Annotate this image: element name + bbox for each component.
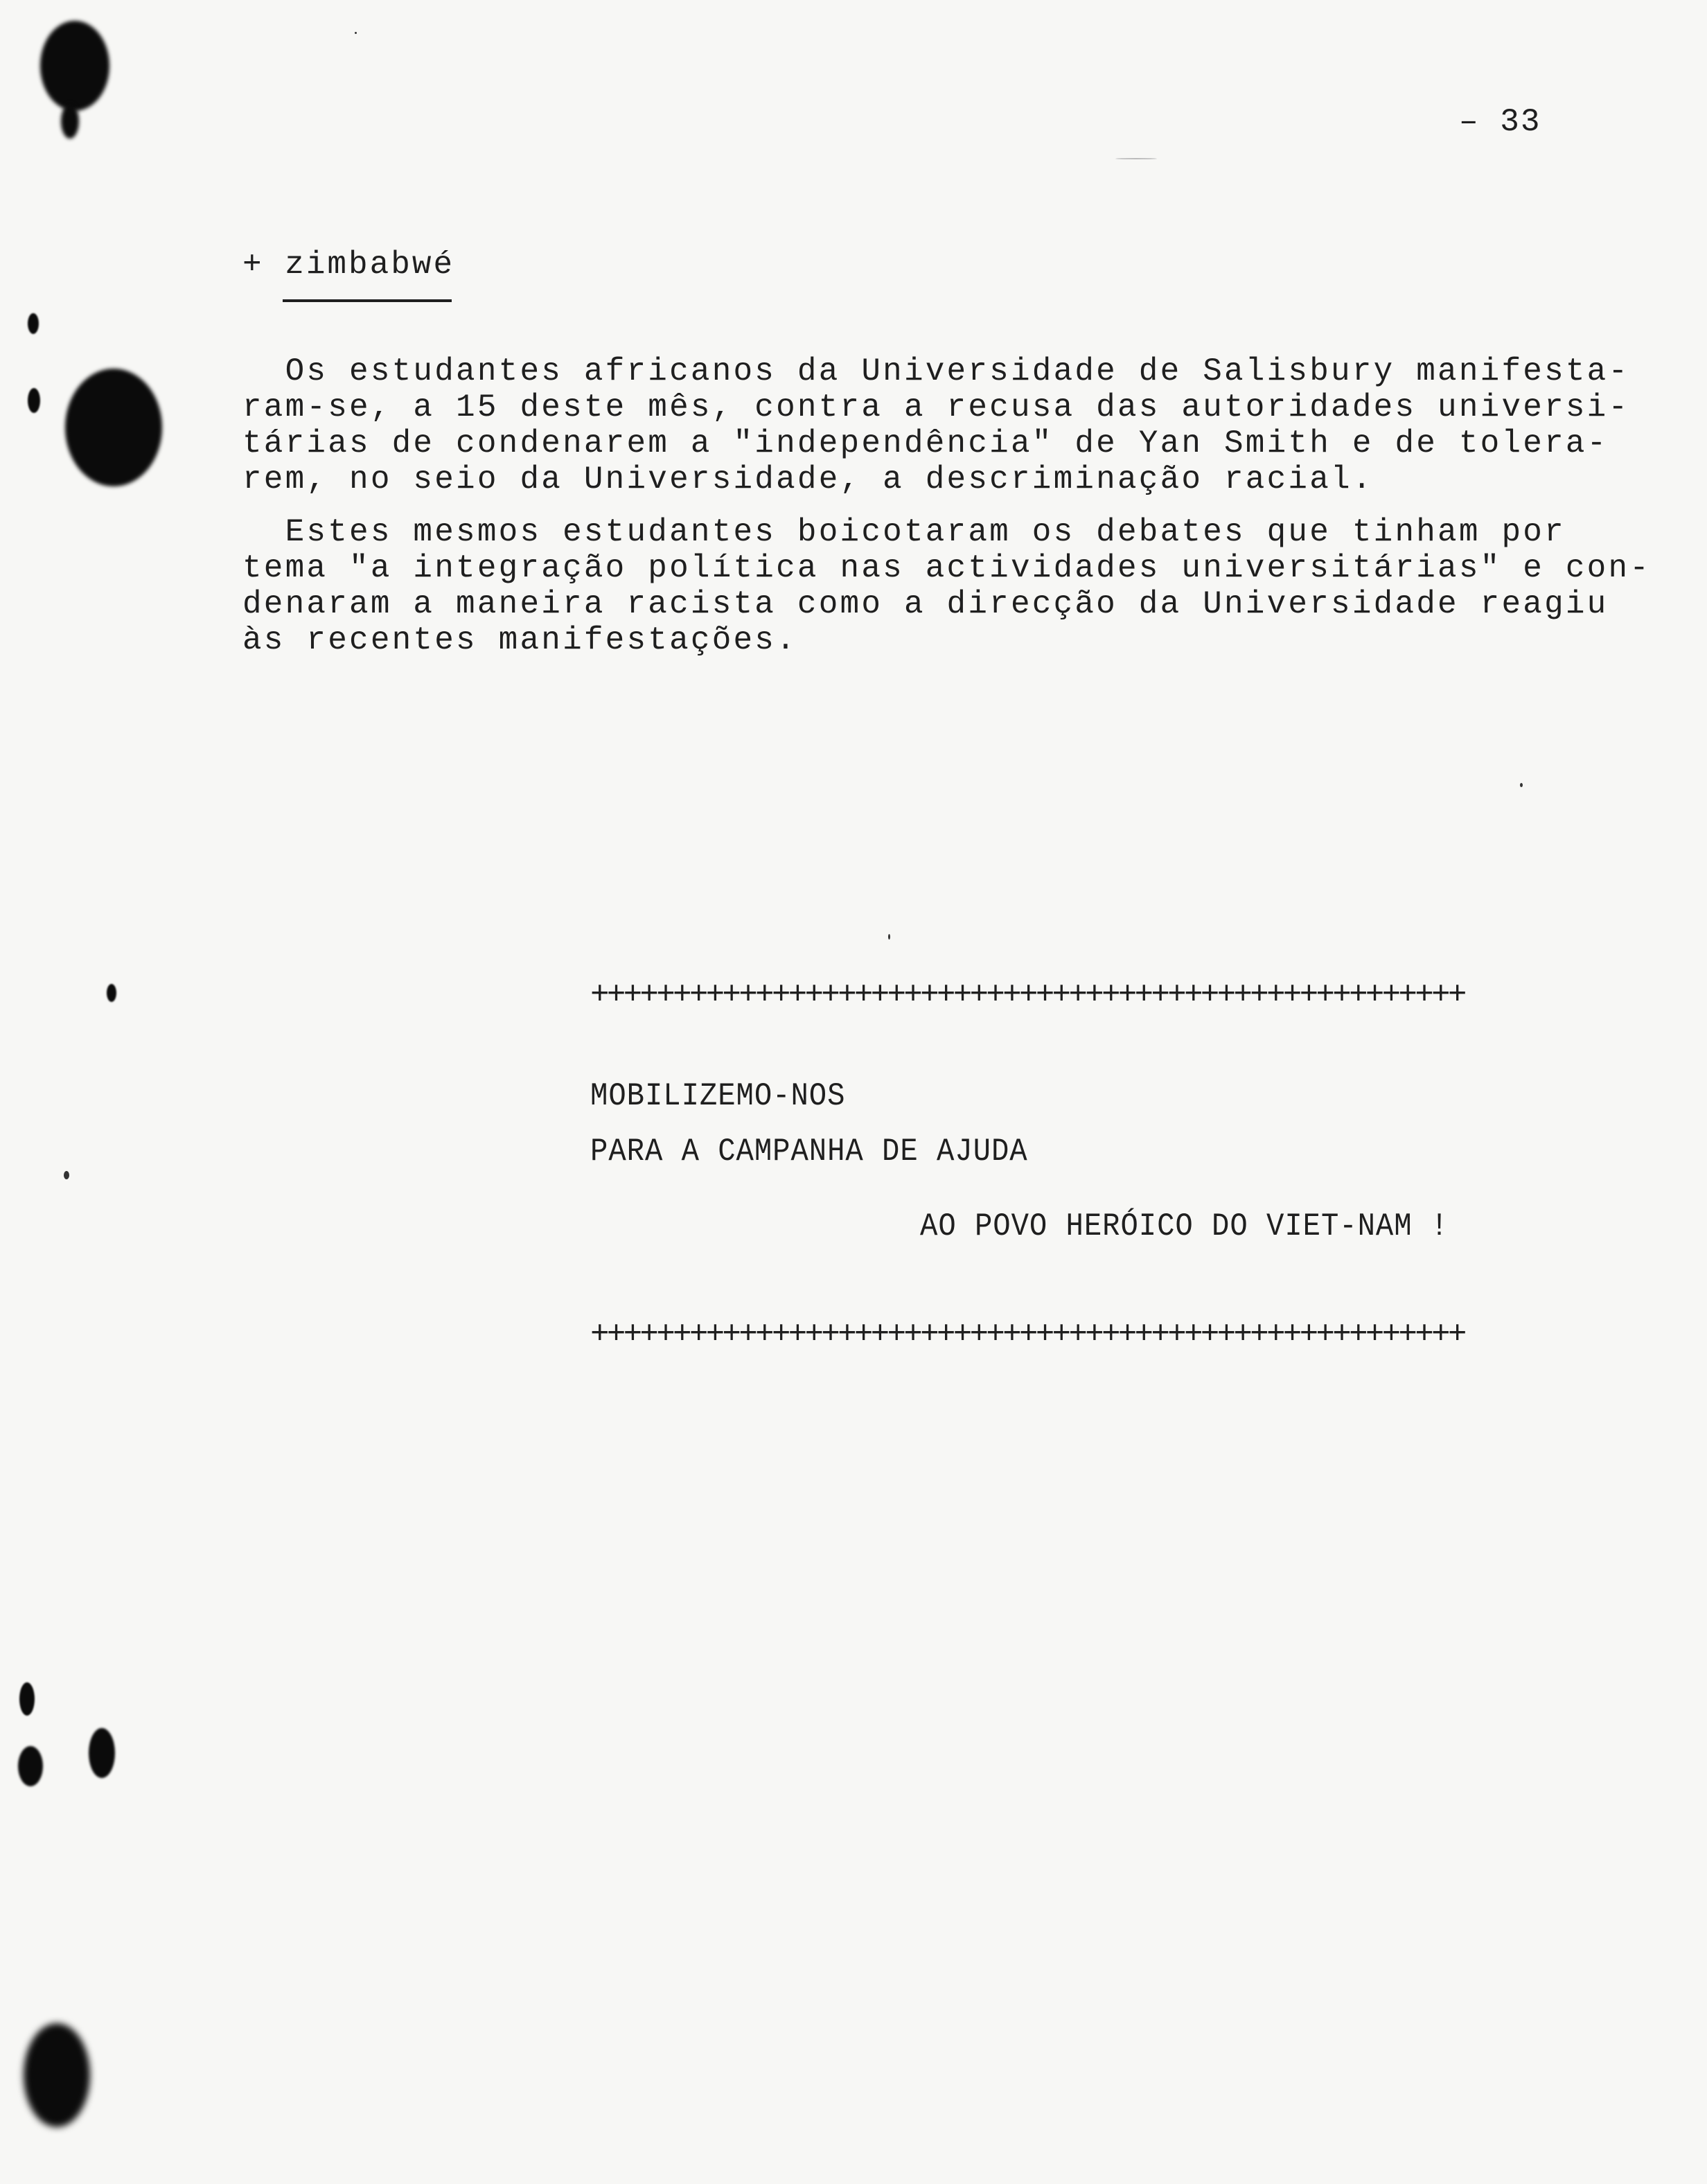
section-title: + zimbabwé <box>242 247 455 283</box>
ink-blot <box>65 369 162 486</box>
paragraph-2 <box>242 514 1652 658</box>
paragraph-line: ram-se, a 15 deste mês, contra a recusa das autoridades universi- <box>242 389 1630 425</box>
scan-speck <box>888 934 890 940</box>
slogan-line-2: PARA A CAMPANHA DE AJUDA <box>590 1134 1028 1170</box>
ink-blot <box>89 1728 115 1778</box>
paragraph-line: às recentes manifestações. <box>242 622 797 658</box>
scan-speck <box>1115 158 1157 159</box>
scan-speck <box>1520 783 1523 787</box>
title-underline <box>283 299 452 302</box>
scan-speck <box>64 1171 69 1179</box>
separator-top: +++++++++++++++++++++++++++++++++++++++++++++++++++++ <box>590 977 1465 1013</box>
ink-blot <box>61 104 79 139</box>
scan-speck <box>355 32 357 34</box>
paragraph-line: rem, no seio da Universidade, a descriminação racial. <box>242 461 1374 497</box>
ink-blot <box>28 313 39 334</box>
page-number: – 33 <box>1459 104 1541 140</box>
ink-blot <box>40 21 109 111</box>
paragraph-line: denaram a maneira racista como a direcção da Universidade reagiu <box>242 586 1609 622</box>
slogan-line-3: AO POVO HERÓICO DO VIET-NAM ! <box>920 1208 1449 1244</box>
slogan-line-1: MOBILIZEMO-NOS <box>590 1078 846 1114</box>
ink-blot <box>19 1682 35 1716</box>
ink-blot <box>107 984 116 1002</box>
separator-bottom: +++++++++++++++++++++++++++++++++++++++++++++++++++++ <box>590 1316 1465 1353</box>
ink-blot <box>18 1746 43 1786</box>
paragraph-line: Estes mesmos estudantes boicotaram os debates que tinham por <box>242 514 1566 550</box>
paragraph-1 <box>242 353 1630 497</box>
paragraph-line: tema "a integração política nas actividades universitárias" e con- <box>242 550 1652 586</box>
ink-blot <box>24 2023 90 2127</box>
paragraph-line: Os estudantes africanos da Universidade de Salisbury manifesta- <box>242 353 1630 389</box>
paragraph-line: tárias de condenarem a "independência" de Yan Smith e de tolera- <box>242 425 1609 461</box>
ink-blot <box>28 388 40 413</box>
